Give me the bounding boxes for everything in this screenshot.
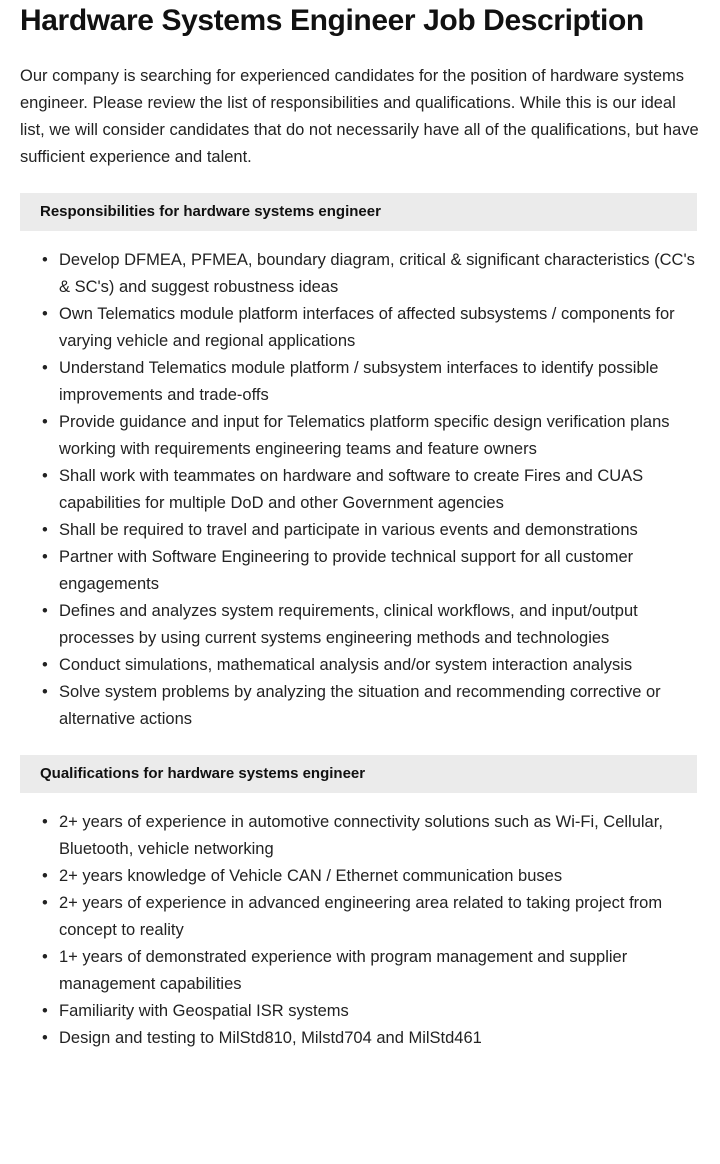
bullet-icon: •: [42, 467, 48, 485]
bullet-icon: •: [42, 867, 48, 885]
list-item-text: Defines and analyzes system requirements, clinical workflows, and input/output processes by using current systems engineering methods and technologies: [59, 602, 638, 647]
responsibilities-list: [20, 231, 700, 733]
bullet-icon: •: [42, 1002, 48, 1020]
bullet-icon: •: [42, 521, 48, 539]
bullet-icon: •: [42, 413, 48, 431]
list-item-text: Provide guidance and input for Telematics platform specific design verification plans working with requirements engineering teams and feature owners: [59, 413, 670, 458]
list-item: [20, 809, 700, 863]
list-item-text: 2+ years knowledge of Vehicle CAN / Ethernet communication buses: [59, 867, 563, 885]
list-item-text: Understand Telematics module platform / subsystem interfaces to identify possible improvements and trade-offs: [59, 359, 659, 404]
list-item: [20, 863, 700, 890]
list-item: [20, 301, 700, 355]
list-item: [20, 890, 700, 944]
bullet-icon: •: [42, 656, 48, 674]
section-responsibilities: [20, 193, 700, 733]
bullet-icon: •: [42, 548, 48, 566]
list-item: [20, 1025, 700, 1052]
bullet-icon: •: [42, 894, 48, 912]
list-item-text: Own Telematics module platform interfaces of affected subsystems / components for varying vehicle and regional applications: [59, 305, 675, 350]
bullet-icon: •: [42, 813, 48, 831]
page-title: Hardware Systems Engineer Job Description: [20, 4, 644, 37]
list-item: [20, 652, 700, 679]
list-item-text: 2+ years of experience in automotive connectivity solutions such as Wi-Fi, Cellular, Bluetooth, vehicle networking: [59, 813, 663, 858]
list-item-text: Design and testing to MilStd810, Milstd704 and MilStd461: [59, 1029, 482, 1047]
list-item: [20, 544, 700, 598]
section-header-responsibilities: Responsibilities for hardware systems engineer: [20, 193, 697, 231]
bullet-icon: •: [42, 359, 48, 377]
list-item: [20, 409, 700, 463]
bullet-icon: •: [42, 251, 48, 269]
list-item: [20, 598, 700, 652]
bullet-icon: •: [42, 948, 48, 966]
list-item: [20, 517, 700, 544]
bullet-icon: •: [42, 602, 48, 620]
list-item: [20, 355, 700, 409]
list-item-text: Develop DFMEA, PFMEA, boundary diagram, critical & significant characteristics (CC's & SC's) and suggest robustness ideas: [59, 251, 695, 296]
list-item-text: Partner with Software Engineering to provide technical support for all customer engagements: [59, 548, 634, 593]
bullet-icon: •: [42, 683, 48, 701]
list-item: [20, 679, 700, 733]
bullet-icon: •: [42, 305, 48, 323]
list-item-text: 2+ years of experience in advanced engineering area related to taking project from concept to reality: [59, 894, 663, 939]
list-item-text: Familiarity with Geospatial ISR systems: [59, 1002, 349, 1020]
list-item: [20, 998, 700, 1025]
list-item-text: Solve system problems by analyzing the situation and recommending corrective or alternative actions: [59, 683, 661, 728]
list-item: [20, 463, 700, 517]
section-header-qualifications: Qualifications for hardware systems engineer: [20, 755, 697, 793]
list-item-text: Shall be required to travel and participate in various events and demonstrations: [59, 521, 638, 539]
bullet-icon: •: [42, 1029, 48, 1047]
section-qualifications: [20, 755, 700, 1052]
list-item: [20, 247, 700, 301]
intro-paragraph: Our company is searching for experienced candidates for the position of hardware systems engineer. Please review the list of responsibilities and qualifications. While this is our ideal list, we will consider candidates that do not necessarily have all of the qualifications, but have sufficient experience and talent.: [20, 67, 699, 166]
list-item-text: 1+ years of demonstrated experience with program management and supplier management capabilities: [59, 948, 628, 993]
list-item-text: Conduct simulations, mathematical analysis and/or system interaction analysis: [59, 656, 633, 674]
list-item-text: Shall work with teammates on hardware and software to create Fires and CUAS capabilities for multiple DoD and other Government agencies: [59, 467, 644, 512]
list-item: [20, 944, 700, 998]
qualifications-list: [20, 793, 700, 1052]
